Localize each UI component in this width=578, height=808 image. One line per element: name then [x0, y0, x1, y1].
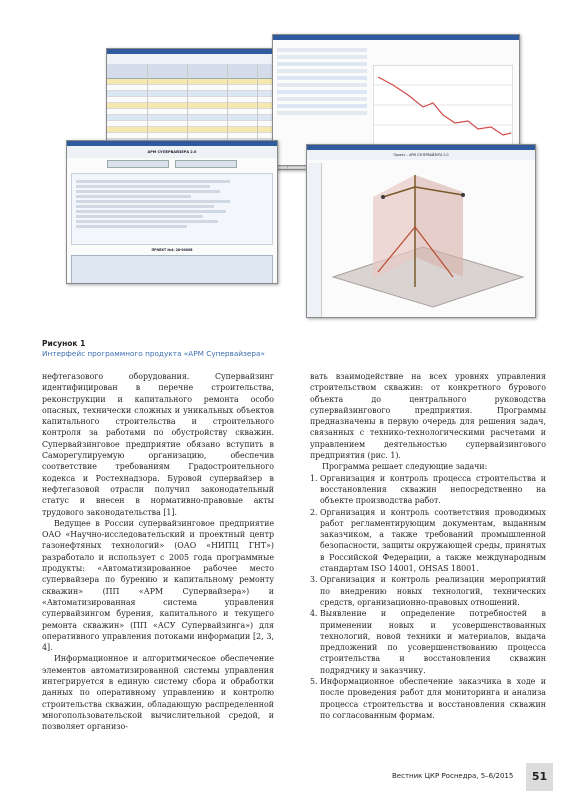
figure-screenshot-collage — [54, 28, 534, 318]
form-title: АРМ СУПЕРВАЙЗЕРА 2.0 — [67, 146, 277, 158]
well-trajectory-3d-view — [323, 167, 531, 313]
figure-caption: Интерфейс программного продукта «АРМ Супервайзера» — [42, 349, 265, 358]
tasks-list — [310, 473, 546, 722]
figure-title: Рисунок 1 — [42, 339, 86, 348]
page-number: 51 — [526, 763, 553, 791]
body-column-right — [310, 371, 546, 721]
list-item: 5. Информационное обеспечение заказчика в ходе и после проведения работ для мониторинга и анализа процесса строительства и восстановления скважин по согласованным формам. — [310, 677, 546, 720]
screenshot-form-window — [66, 140, 278, 284]
window-title: Проект – АРМ СУПЕРВАЙЗЕРА 2.0 — [307, 150, 535, 160]
paragraph: вать взаимодействие на всех уровнях управления строительством скважин: от конкретного бурового объекта до центрального руководства супервайзингового предприятия. Программы предназначены в первую очередь для решения задач, связанных с технико-технологическими расчетами и управлением деятельностью супервайзингового предприятия (рис. 1). — [310, 372, 546, 461]
body-column-left — [42, 371, 274, 733]
paragraph: Информационное и алгоритмическое обеспечение элементов автоматизированной системы управления интегрируется в единую систему сбора и обработки данных по оперативному управлению и контролю строительства скважин, обладающую распределенной многопользовательской вычислительной средой, и позволяет организо- — [42, 654, 274, 732]
list-item: 4. Выявление и определение потребностей в применении новых и усовершенствованных технологий, новой техники и материалов, выдача предложений по усовершенствованию процесса строительства и восстановления скважин подрядчику и заказчику. — [310, 609, 546, 675]
tasks-lead: Программа решает следующие задачи: — [322, 462, 488, 472]
screenshot-3d-window — [306, 144, 536, 318]
paragraph: нефтегазового оборудования. Супервайзинг идентифицирован в перечне строительства, реконструкции и капитального ремонта особо опасных, технически сложных и уникальных объектов капитального строительства и строительного контроля за работами по обустройству скважин. Супервайзинговое предприятие обязано вступить в Саморегулируемую организацию, обеспечив соответствие требованиям Градостроительного кодекса и Ростехнадзора. Буровой супервайзер в нефтегазовой отрасли получил законодательный статус и внесен в нормативно-правовые акты трудового законодательства [1]. — [42, 372, 274, 517]
journal-footer: Вестник ЦКР Роснедра, 5–6/2015 — [392, 772, 514, 780]
paragraph: Ведущее в России супервайзинговое предприятие ОАО «Научно-исследовательский и проектный центр газонефтяных технологий» (ОАО «НИПЦ ГНТ») разработало и использует с 2005 года программные продукты: «Автоматизированное рабочее место супервайзера по бурению и капитальному ремонту скважин» (ПП «АРМ Супервайзера») и «Автоматизированная система управления супервайзингом бурения, капитального и текущего ремонта скважин» (ПП «АСУ Супервайзинга») для оперативного управления потоками информации [2, 3, 4]. — [42, 518, 274, 653]
list-item: 1. Организация и контроль процесса строительства и восстановления скважин непосредственно на объекте производства работ. — [310, 473, 546, 506]
list-item: 2. Организация и контроль соответствия проводимых работ регламентирующим документам, выданным заказчиком, а также требований промышленной безопасности, защиты окружающей среды, принятых в Российской Федерации, а также международным стандартам ISO 14001, OHSAS 18001. — [310, 507, 546, 574]
list-item: 3. Организация и контроль реализации мероприятий по внедрению новых технологий, технических средств, организационно-правовых отношений. — [310, 575, 546, 607]
project-number: ПРОЕКТ №4: 28-00008 — [151, 248, 193, 252]
